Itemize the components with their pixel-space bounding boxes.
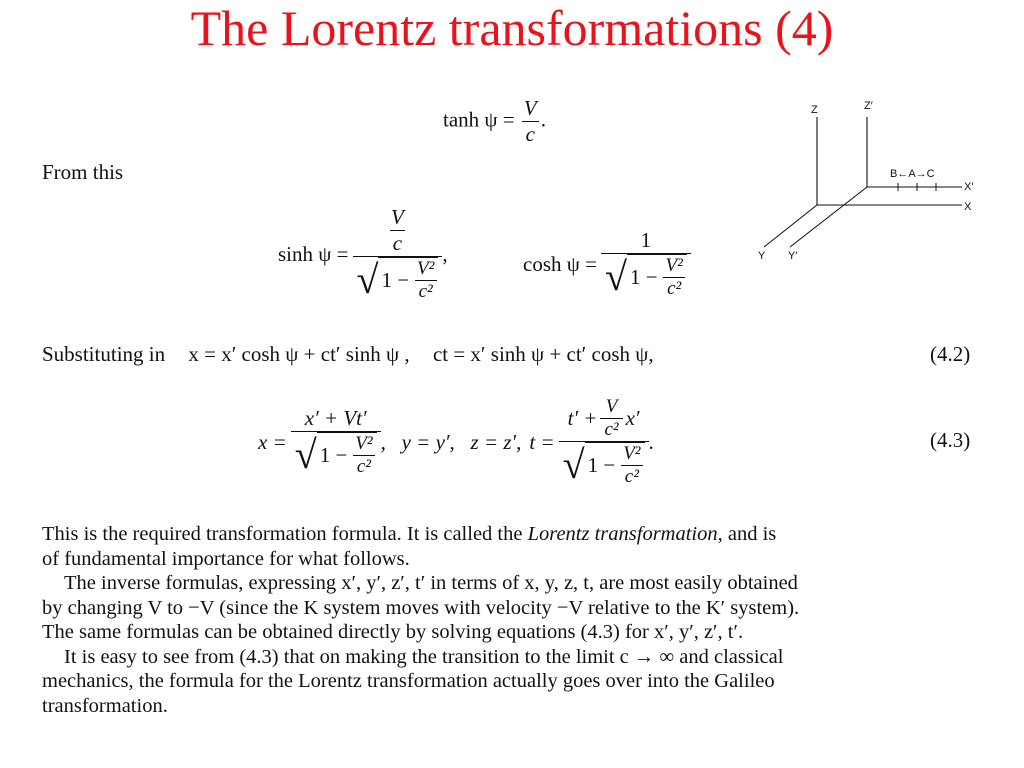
t-num-frac-den: c²: [600, 418, 622, 441]
paragraph-2-line-3: The same formulas can be obtained directly by solving equations (4.3) for x′, y′, z′, t′.: [42, 621, 744, 643]
x-prime-label: X′: [964, 181, 974, 193]
tanh-numerator: V: [523, 96, 537, 120]
x-root-num: V²: [355, 433, 373, 454]
cosh-lhs: cosh ψ =: [523, 251, 597, 276]
body-paragraphs: [42, 522, 987, 718]
paragraph-2-line-1: The inverse formulas, expressing x′, y′, z′, t′ in terms of x, y, z, t, are most easily obtained: [64, 572, 798, 594]
sinh-denominator: [353, 256, 443, 303]
sinh-lhs: sinh ψ =: [278, 241, 349, 266]
sinh-root-den: c²: [415, 280, 437, 303]
bac-label: B←A→C: [890, 168, 935, 180]
paragraph-2-line-2: by changing V to −V (since the K system moves with velocity −V relative to the K′ system).: [42, 596, 800, 619]
paragraph-3-line-1: It is easy to see from (4.3) that on making the transition to the limit c → ∞ and classical: [64, 645, 784, 668]
sqrt-icon: √: [562, 442, 585, 487]
substitution-eq-2: ct = x′ sinh ψ + ct′ cosh ψ,: [432, 342, 654, 366]
equation-number-4-2: (4.2): [930, 342, 971, 366]
t-num-lead: t′ +: [567, 406, 598, 430]
sinh-sqrt: [357, 257, 439, 303]
reference-frame-diagram: [740, 95, 980, 270]
t-denominator: [559, 441, 649, 488]
y-z-equations: , y = y′, z = z′,: [380, 429, 522, 454]
cosh-sqrt: [605, 254, 687, 300]
x-lhs: x =: [258, 429, 287, 454]
t-fraction: [559, 396, 649, 488]
sinh-root-num: V²: [417, 258, 435, 279]
x-root-lead: 1 −: [319, 443, 348, 467]
tanh-equation: [443, 96, 546, 147]
cosh-root-den: c²: [663, 277, 685, 300]
sinh-root-lead: 1 −: [381, 268, 410, 292]
t-numerator: [564, 396, 644, 441]
sinh-tail: ,: [442, 241, 448, 266]
paragraph-3-line-3: transformation.: [42, 694, 168, 717]
sqrt-icon: √: [356, 257, 379, 302]
z-prime-label: Z′: [864, 100, 873, 112]
substitution-eq-1: x = x′ cosh ψ + ct′ sinh ψ ,: [188, 342, 410, 366]
sqrt-icon: √: [294, 432, 317, 477]
equation-number-4-3: (4.3): [930, 428, 971, 452]
sinh-num-top: V: [391, 205, 404, 229]
sinh-fraction: [353, 205, 443, 303]
y-prime-label: Y′: [788, 250, 798, 262]
x-numerator: x′ + Vt′: [304, 406, 367, 430]
x-denominator: [291, 431, 381, 478]
lorentz-transformation-term: Lorentz transformation,: [527, 523, 723, 545]
from-this-label: From this: [42, 160, 124, 184]
x-root-den: c²: [353, 455, 375, 478]
cosh-numerator: 1: [640, 228, 652, 252]
paragraph-3-line-2: mechanics, the formula for the Lorentz transformation actually goes over into the Galileo: [42, 670, 775, 692]
t-lhs: t =: [529, 429, 555, 454]
t-root-num: V²: [623, 443, 641, 464]
y-axis: [764, 205, 817, 247]
cosh-equation: [523, 228, 691, 300]
t-root-lead: 1 −: [587, 453, 616, 477]
tanh-denominator: c: [522, 121, 539, 147]
x-fraction: [291, 406, 381, 478]
y-label: Y: [758, 250, 766, 262]
t-num-frac-num: V: [605, 396, 618, 417]
t-num-tail: x′: [625, 406, 640, 430]
sqrt-icon: √: [604, 254, 627, 299]
cosh-root-lead: 1 −: [629, 265, 658, 289]
substituting-line: [42, 342, 654, 367]
z-label: Z: [811, 104, 818, 116]
paragraph-1-line-1: This is the required transformation formula. It is called the Lorentz transformation, and is: [42, 523, 777, 545]
x-label: X: [964, 201, 972, 213]
tanh-fraction: [520, 96, 541, 147]
slide-title: The Lorentz transformations (4): [190, 0, 834, 56]
sinh-equation: [278, 205, 448, 303]
paragraph-1-line-2: of fundamental importance for what follows.: [42, 547, 410, 570]
cosh-fraction: [601, 228, 691, 300]
sinh-num-bottom: c: [390, 230, 405, 256]
substituting-label: Substituting in: [42, 342, 166, 366]
cosh-denominator: [601, 253, 691, 300]
t-tail: .: [648, 429, 654, 454]
tanh-lhs: tanh ψ =: [443, 107, 515, 132]
lorentz-transformation-equations: [258, 396, 654, 488]
tanh-tail: .: [540, 107, 546, 132]
sinh-numerator: [386, 205, 409, 256]
cosh-root-num: V²: [665, 255, 683, 276]
t-root-den: c²: [621, 465, 643, 488]
